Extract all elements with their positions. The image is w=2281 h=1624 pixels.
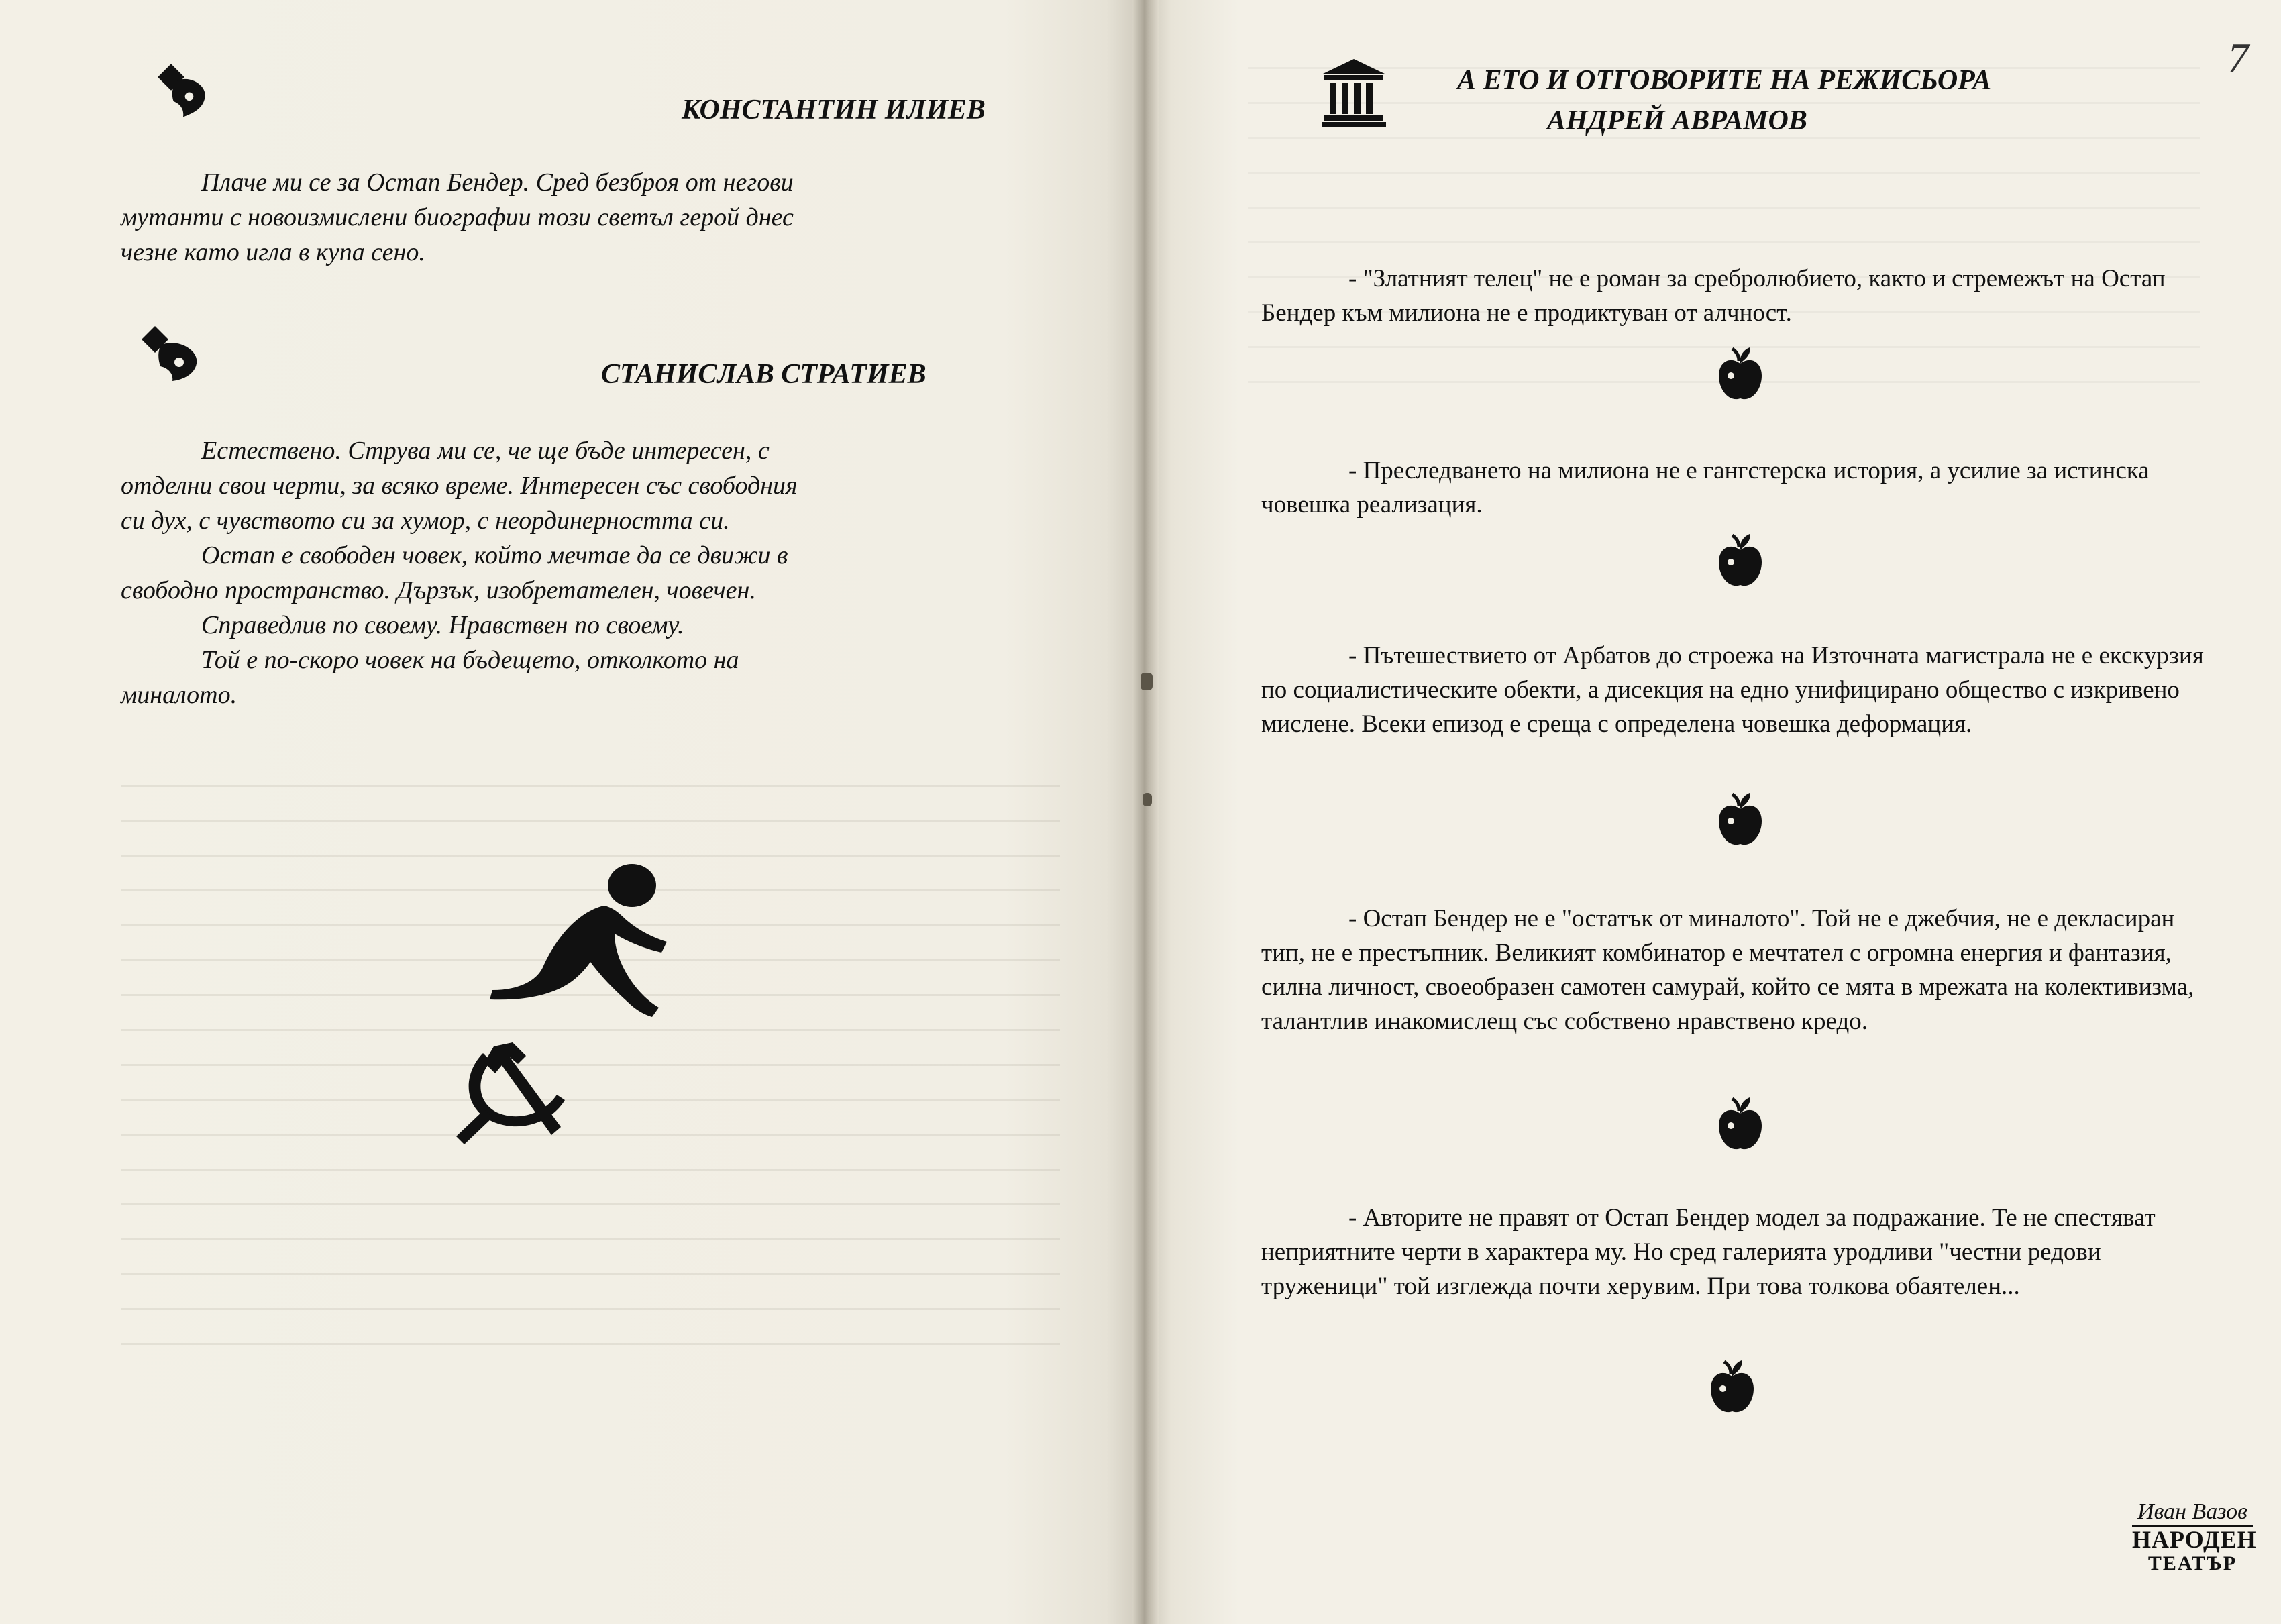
director-answer: - Пътешествието от Арбатов до строежа на Източната магистрала не е екскурзия по социалистическите обекти, а дисекция на едно унифицирано общество с изкривено мислене. Всеки епизод е среща с определена човешка деформация.: [1261, 642, 2204, 738]
logo-line-2: ТЕАТЪР: [2147, 1552, 2237, 1574]
director-answer: - "Златният телец" не е роман за сребролюбието, както и стремежът на Остап Бендер към милиона не е продиктуван от алчност.: [1261, 265, 2166, 327]
leaf-ornament-icon: [138, 322, 205, 382]
quote-line: Остап е свободен човек, който мечтае да се движи в: [201, 541, 788, 570]
apple-ornament-icon: [1709, 1359, 1755, 1418]
quote-line: мутанти с новоизмислени биографии този светъл герой днес: [121, 203, 794, 231]
director-answer: - Авторите не правят от Остап Бендер модел за подражание. Те не спестяват неприятните черти в характера му. Но сред галерията уродливи "честни редови труженици" той изглежда почти херувим. При това толкова обаятелен...: [1261, 1204, 2156, 1300]
quote-line: Справедлив по своему. Нравствен по своему.: [201, 611, 684, 639]
temple-icon: [1320, 56, 1387, 129]
quote-konstantin-iliev: [121, 165, 1087, 270]
quote-line: си дух, с чувството си за хумор, с неординерността си.: [121, 506, 730, 535]
running-figure-icon: [476, 859, 691, 1033]
handwritten-page-number: 7: [2227, 34, 2249, 82]
hammer-sickle-icon: [443, 1026, 597, 1147]
apple-ornament-icon: [1717, 346, 1763, 405]
leaf-ornament-icon: [153, 59, 213, 119]
apple-ornament-icon: [1717, 792, 1763, 851]
quote-line: отделни свои черти, за всяко време. Интересен със свободния: [121, 472, 798, 500]
staple-bottom: [1143, 793, 1152, 806]
quote-line: Естествено. Струва ми се, че ще бъде интересен, с: [201, 437, 770, 465]
book-gutter: [1132, 0, 1159, 1624]
logo-signature: Иван Вазов: [2137, 1499, 2247, 1524]
heading-stanislav-stratiev: СТАНИСЛАВ СТРАТИЕВ: [601, 359, 926, 390]
heading-director-answers: А ЕТО И ОТГОВОРИТЕ НА РЕЖИСЬОРА: [1457, 65, 1992, 96]
apple-ornament-icon: [1717, 533, 1763, 592]
quote-line: миналото.: [121, 681, 237, 709]
quote-line: чезне като игла в купа сено.: [121, 238, 425, 266]
quote-line: свободно пространство. Дързък, изобретателен, човечен.: [121, 576, 756, 604]
logo-line-1: НАРОДЕН: [2132, 1526, 2257, 1553]
quote-line: Плаче ми се за Остап Бендер. Сред безброя от негови: [201, 168, 794, 197]
director-answer: - Преследването на милиона не е гангстерска история, а усилие за истинска човешка реализация.: [1261, 457, 2150, 519]
quote-stanislav-stratiev: [121, 433, 1087, 712]
director-answer: - Остап Бендер не е "остатък от миналото". Той не е джебчия, не е декласиран тип, не е престъпник. Великият комбинатор е мечтател с огромна енергия и фантазия, силна личност, своеобразен самотен самурай, който се мята в мрежата на колективизма, талантлив инакомислещ със собствено нравствено кредо.: [1261, 905, 2194, 1035]
apple-ornament-icon: [1717, 1096, 1763, 1155]
heading-konstantin-iliev: КОНСТАНТИН ИЛИЕВ: [682, 95, 986, 125]
heading-director-name: АНДРЕЙ АВРАМОВ: [1547, 105, 1807, 136]
national-theatre-logo: [2132, 1499, 2257, 1600]
quote-line: Той е по-скоро човек на бъдещето, отколкото на: [201, 646, 739, 674]
staple-top: [1140, 673, 1153, 690]
